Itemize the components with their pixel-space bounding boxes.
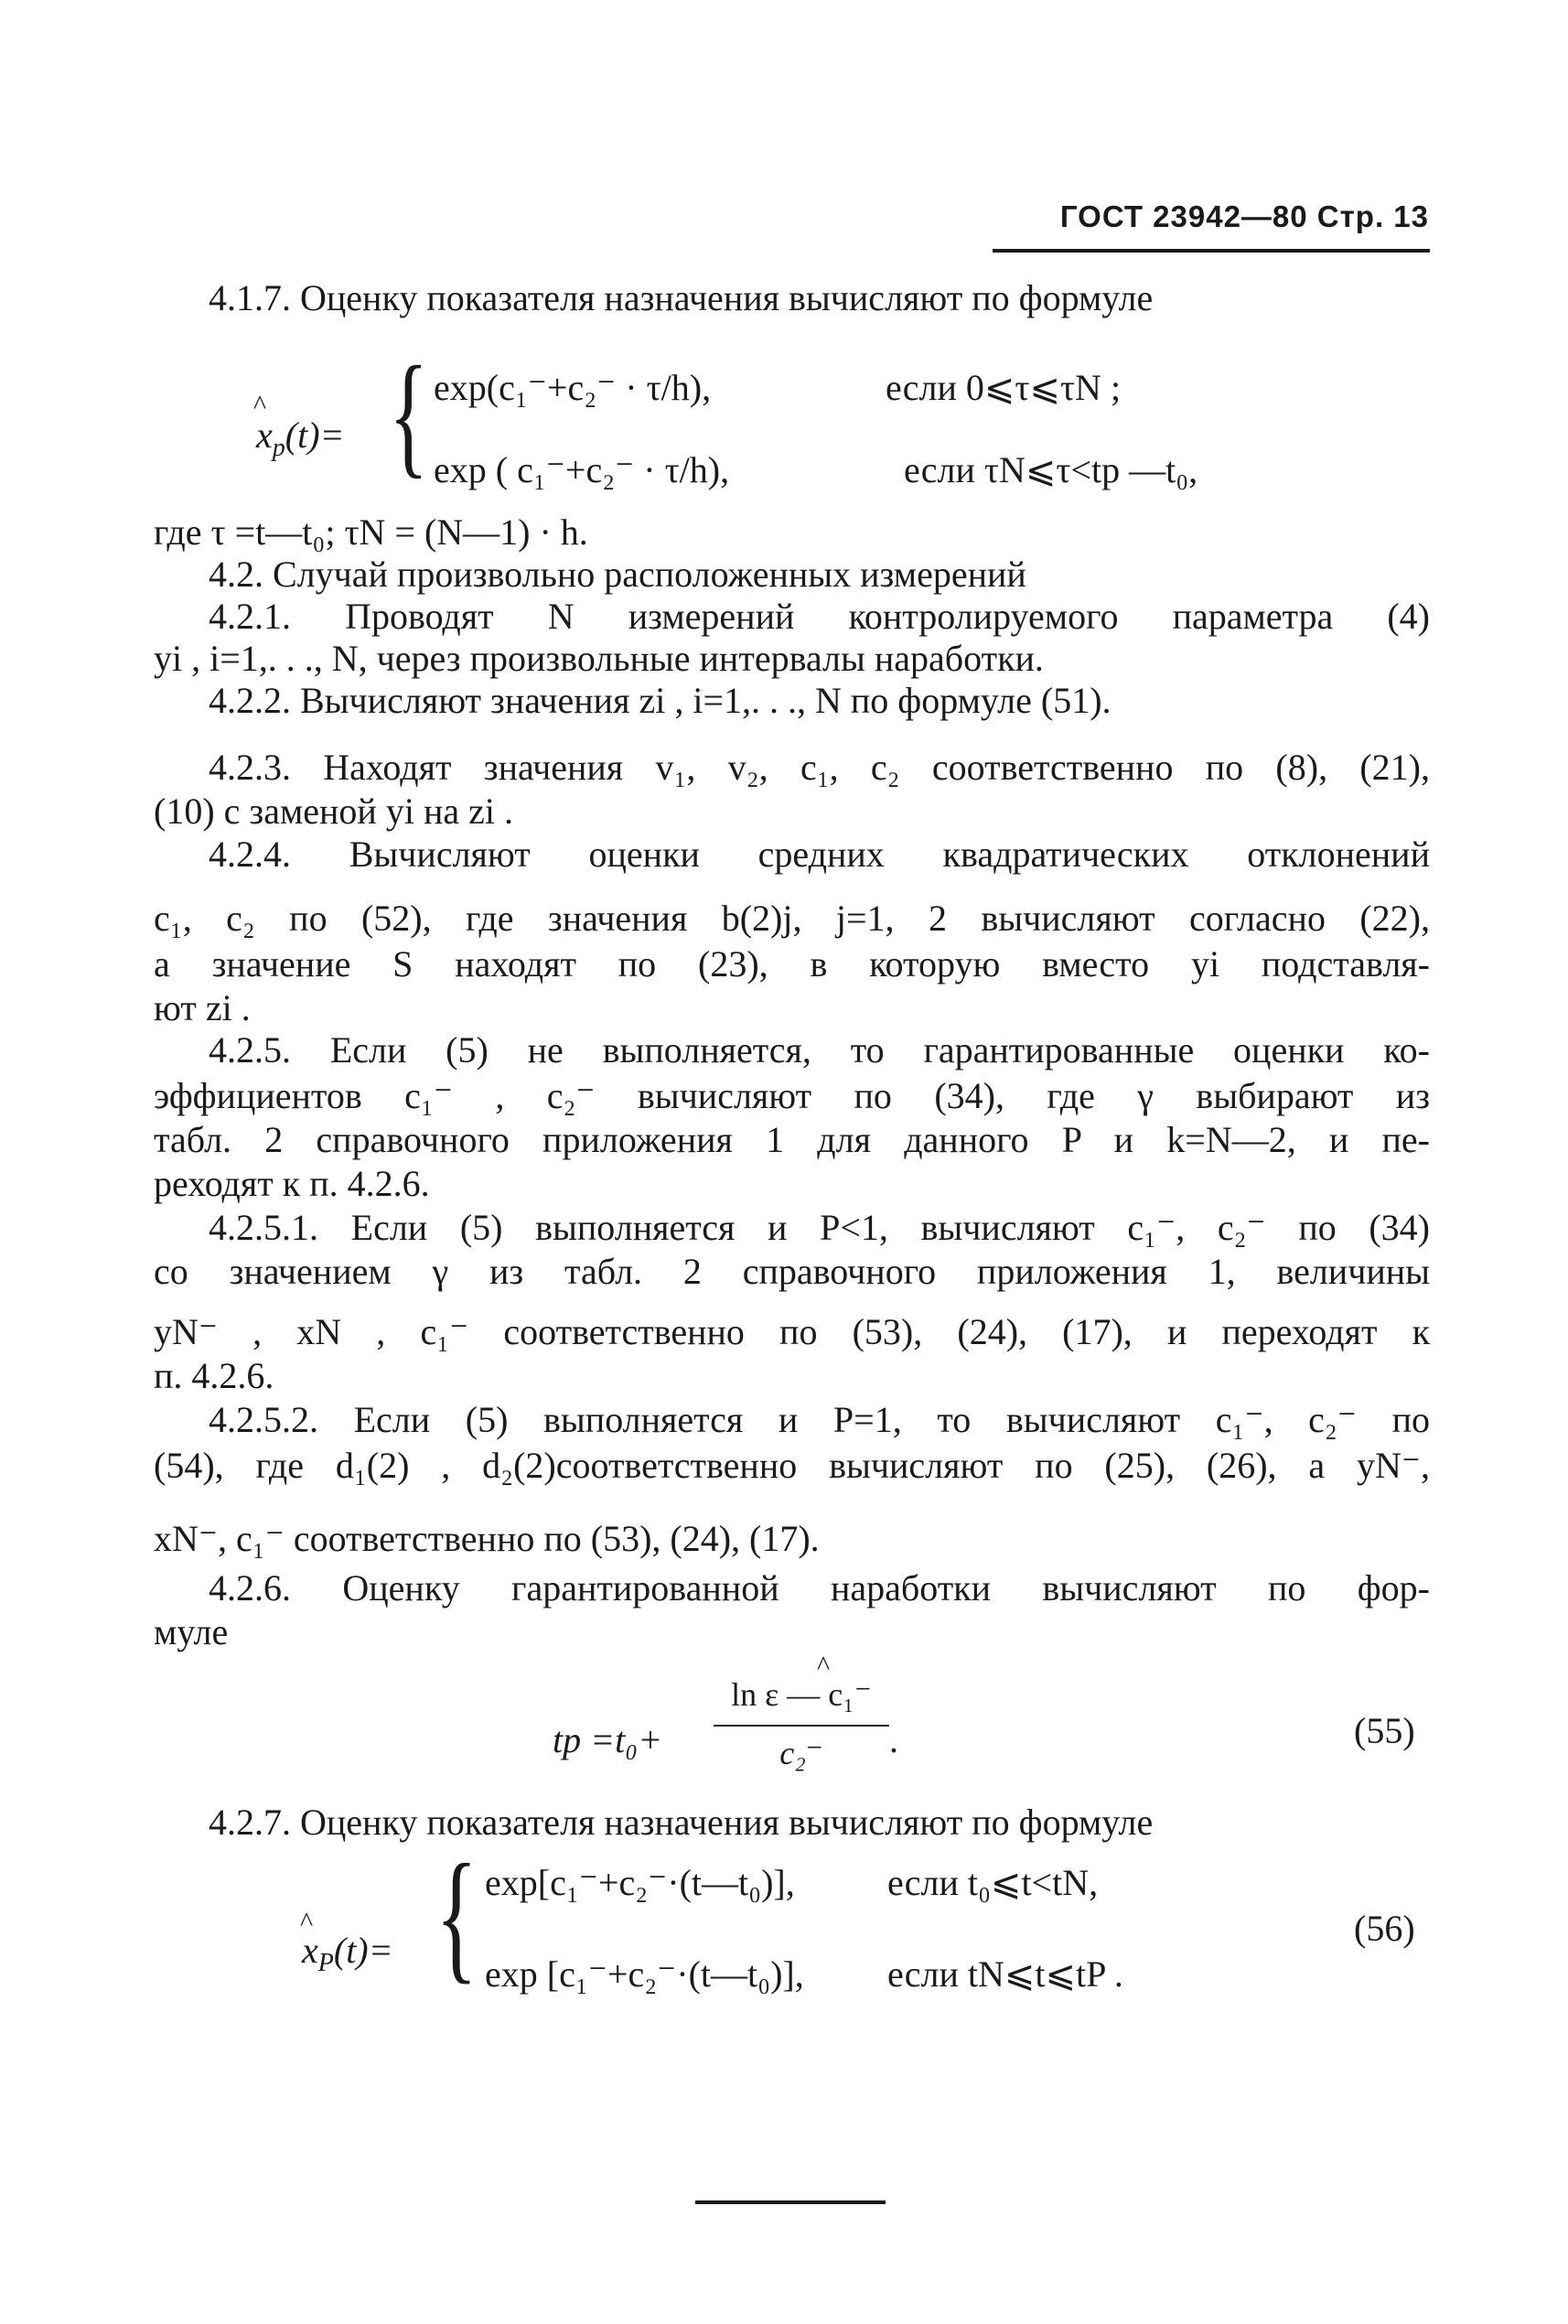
para-4-2-3-cont: (10) с заменой yi на zi . — [154, 791, 513, 832]
formula-56-label: (56) — [1354, 1908, 1415, 1949]
para-4-2-4: 4.2.4. Вычисляют оценки средних квадратических отклонений — [209, 834, 1430, 875]
para-4-2-4-cont-2: а значение S находят по (23), в которую вместо yi подставля- — [154, 943, 1430, 984]
para-4-2-6-cont: муле — [154, 1611, 229, 1652]
formula-55-numerator: ln ε — c₁⁻ — [731, 1676, 872, 1713]
formula-55-fraction-line — [714, 1725, 889, 1727]
para-4-2-7: 4.2.7. Оценку показателя назначения вычисляют по формуле — [209, 1802, 1154, 1843]
formula-56-brace: { — [435, 1834, 478, 1996]
para-4-2-5-1-cont-2: yN⁻ , xN , c₁⁻ соответственно по (53), (24), (17), и переходят к — [154, 1311, 1430, 1352]
para-4-1-7: 4.1.7. Оценку показателя назначения вычисляют по формуле — [209, 277, 1154, 318]
para-4-2-3: 4.2.3. Находят значения v₁, v₂, c₁, c₂ соответственно по (8), (21), — [209, 747, 1430, 788]
formula-55-hat: ^ — [817, 1651, 831, 1681]
para-4-2-5-cont-1: эффициентов c₁⁻ , c₂⁻ вычисляют по (34), где γ выбирают из — [154, 1075, 1430, 1116]
para-4-2-1-cont: yi , i=1,. . ., N, через произвольные интервалы наработки. — [154, 638, 1044, 679]
para-4-2-5-1: 4.2.5.1. Если (5) выполняется и P<1, вычисляют c₁⁻, c₂⁻ по (34) — [209, 1207, 1430, 1248]
para-4-2-5-1-cont-3: п. 4.2.6. — [154, 1355, 274, 1396]
formula-56-lhs: $x_P(t)=$ — [302, 1930, 393, 1977]
para-4-2-5-2: 4.2.5.2. Если (5) выполняется и P=1, то вычисляют c₁⁻, c₂⁻ по — [209, 1399, 1430, 1440]
formula-1-lhs: $x_p(t)=$ — [256, 414, 345, 462]
para-4-2-2: 4.2.2. Вычисляют значения zi , i=1,. . ., N по формуле (51). — [209, 680, 1112, 721]
header-rule — [993, 249, 1430, 253]
formula-1-hat: ^ — [253, 390, 267, 420]
formula-56-hat: ^ — [300, 1907, 314, 1937]
para-4-2-4-cont-1: c₁, c₂ по (52), где значения b(2)j, j=1, 2 вычисляют согласно (22), — [154, 898, 1430, 939]
formula-56-case1-expr: exp[c₁⁻+c₂⁻·(t—t₀)], — [485, 1862, 795, 1903]
formula-1-case2-expr: exp ( c₁⁻+c₂⁻ · τ/h), — [434, 449, 730, 490]
formula-55-lhs: tp =t₀+ — [553, 1719, 663, 1760]
formula-56-case2-cond: если tN⩽t⩽tP . — [887, 1953, 1123, 1995]
formula-1-case1-expr: exp(c₁⁻+c₂⁻ · τ/h), — [434, 367, 712, 408]
formula-56-case1-cond: если t₀⩽t<tN, — [887, 1862, 1099, 1903]
formula-1-case1-cond: если 0⩽τ⩽τN ; — [886, 367, 1122, 408]
para-4-2-5: 4.2.5. Если (5) не выполняется, то гарантированные оценки ко- — [209, 1029, 1430, 1071]
para-4-2-5-2-cont-1: (54), где d₁(2) , d₂(2)соответственно вычисляют по (25), (26), а yN⁻, — [154, 1445, 1430, 1486]
heading-4-2: 4.2. Случай произвольно расположенных измерений — [209, 554, 1026, 595]
para-4-2-5-2-cont-2: xN⁻, c₁⁻ соответственно по (53), (24), (17). — [154, 1518, 820, 1559]
para-4-2-1: 4.2.1. Проводят N измерений контролируемого параметра (4) — [209, 596, 1430, 637]
formula-55-tail: . — [889, 1719, 898, 1760]
para-4-2-5-cont-3: реходят к п. 4.2.6. — [154, 1163, 430, 1204]
formula-1-case2-cond: если τN⩽τ<tp —t₀, — [904, 449, 1198, 490]
para-4-2-4-cont-3: ют zi . — [154, 987, 251, 1028]
formula-55-denominator: c₂⁻ — [779, 1735, 823, 1771]
formula-55-label: (55) — [1354, 1710, 1415, 1751]
formula-1-brace: { — [389, 339, 429, 490]
para-4-2-6: 4.2.6. Оценку гарантированной наработки вычисляют по фор- — [209, 1567, 1430, 1609]
page-header: ГОСТ 23942—80 Стр. 13 — [1059, 199, 1429, 233]
formula-56-case2-expr: exp [c₁⁻+c₂⁻·(t—t₀)], — [485, 1953, 804, 1995]
text-where-tau: где τ =t—t₀; τN = (N—1) · h. — [154, 511, 588, 553]
para-4-2-5-cont-2: табл. 2 справочного приложения 1 для данного P и k=N—2, и пе- — [154, 1119, 1430, 1160]
bottom-rule — [695, 2200, 886, 2204]
para-4-2-5-1-cont-1: со значением γ из табл. 2 справочного приложения 1, величины — [154, 1251, 1430, 1292]
